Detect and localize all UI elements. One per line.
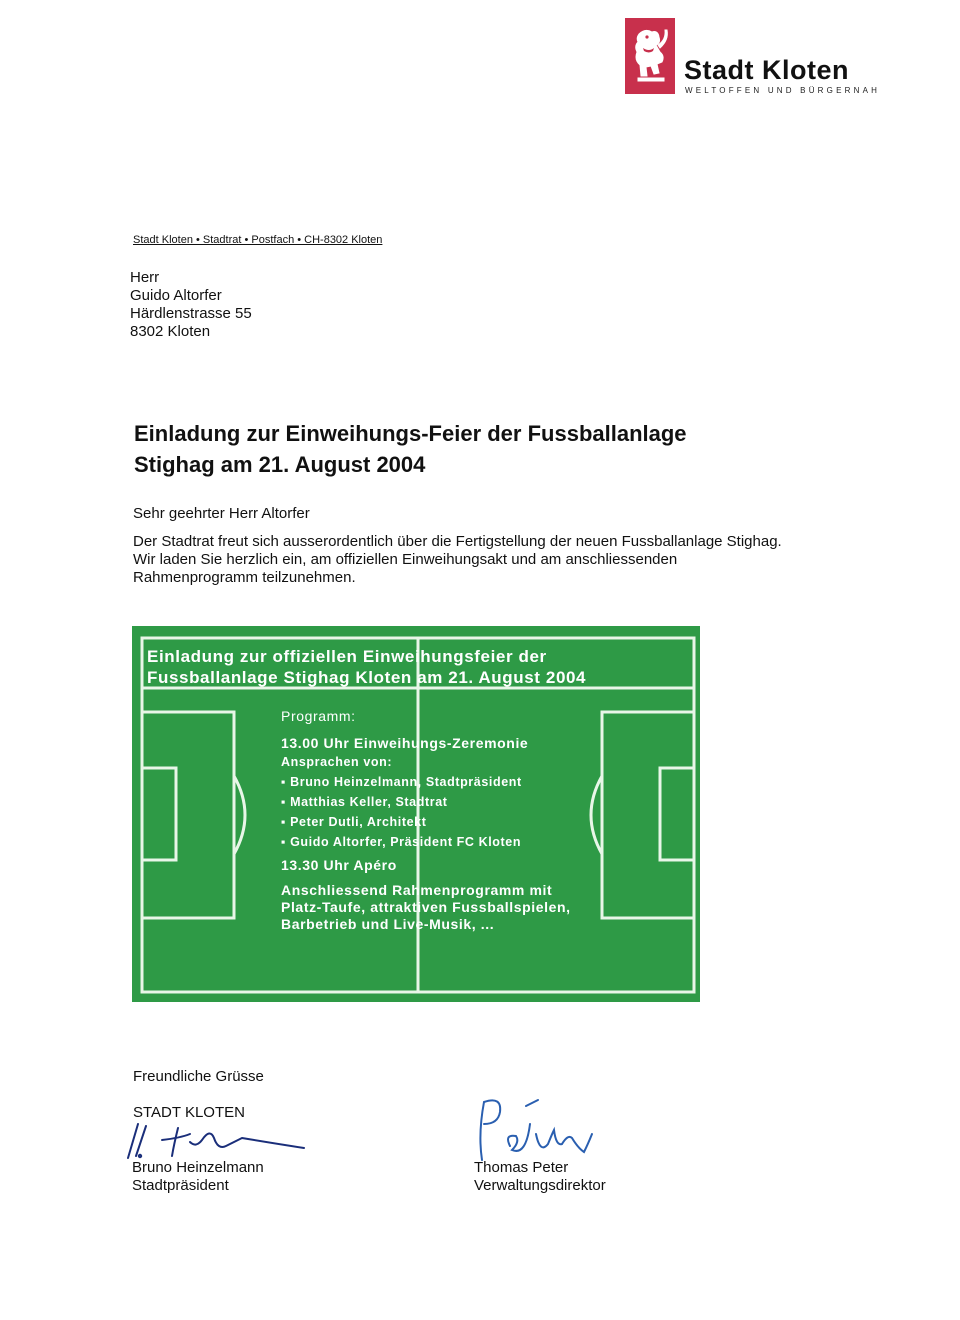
address-line: Herr xyxy=(130,269,160,286)
invitation-card xyxy=(132,626,700,1002)
program-heading: Programm: xyxy=(281,708,356,724)
logo-title: Stadt Kloten xyxy=(684,55,849,85)
address-line: Guido Altorfer xyxy=(130,287,222,304)
speaker-name: Guido Altorfer, Präsident FC Kloten xyxy=(290,835,522,849)
speaker-name: Matthias Keller, Stadtrat xyxy=(290,795,448,809)
speaker-name: Bruno Heinzelmann, Stadtpräsident xyxy=(290,775,522,789)
sender-address-line: Stadt Kloten • Stadtrat • Postfach • CH-8302 Kloten xyxy=(133,234,383,246)
signatory-name: Thomas Peter xyxy=(474,1159,569,1176)
speaker-item: ▪ Peter Dutli, Architekt xyxy=(281,815,427,829)
address-line: Härdlenstrasse 55 xyxy=(130,305,252,322)
salutation: Sehr geehrter Herr Altorfer xyxy=(133,505,310,522)
program-time-apero: 13.30 Uhr Apéro xyxy=(281,857,397,873)
address-line: 8302 Kloten xyxy=(130,323,211,340)
signatory-name: Bruno Heinzelmann xyxy=(132,1159,264,1176)
program-list xyxy=(281,708,581,933)
speaker-item: ▪ Bruno Heinzelmann, Stadtpräsident xyxy=(281,775,522,789)
letter-body: Der Stadtrat freut sich ausserordentlich über die Fertigstellung der neuen Fussballanlage Stighag. Wir laden Sie herzlich ein, am offiziellen Einweihungsakt und am anschliessenden Rahmenprogramm teilzunehmen. xyxy=(133,533,782,586)
signatory-title: Stadtpräsident xyxy=(132,1177,229,1194)
speaker-item: ▪ Matthias Keller, Stadtrat xyxy=(281,795,448,809)
card-title-line-1: Einladung zur offiziellen Einweihungsfeier der xyxy=(147,647,547,666)
closing-greeting: Freundliche Grüsse xyxy=(133,1068,264,1085)
recipient-address xyxy=(130,269,252,341)
signatory-1 xyxy=(132,1159,264,1195)
headline-line-1: Einladung zur Einweihungs-Feier der Fussballanlage xyxy=(134,421,687,446)
lion-crest-icon xyxy=(625,18,675,94)
program-time-ceremony: 13.00 Uhr Einweihungs-Zeremonie xyxy=(281,735,529,751)
signature-heinzelmann xyxy=(118,1118,308,1164)
letter-headline xyxy=(134,418,687,480)
organisation-name: STADT KLOTEN xyxy=(133,1104,245,1121)
city-logo xyxy=(625,18,675,94)
speeches-heading: Ansprachen von: xyxy=(281,755,393,769)
card-title-line-2: Fussballanlage Stighag Kloten am 21. August 2004 xyxy=(147,668,587,687)
speaker-item: ▪ Guido Altorfer, Präsident FC Kloten xyxy=(281,835,522,849)
program-closing: Anschliessend Rahmenprogramm mit Platz-Taufe, attraktiven Fussballspielen, Barbetrieb und Live-Musik, ... xyxy=(281,882,571,932)
signatory-2 xyxy=(474,1159,606,1195)
signatory-title: Verwaltungsdirektor xyxy=(474,1177,606,1194)
headline-line-2: Stighag am 21. August 2004 xyxy=(134,452,426,477)
signature-peter xyxy=(470,1094,600,1164)
logo-tagline: WELTOFFEN UND BÜRGERNAH xyxy=(685,86,881,95)
speaker-name: Peter Dutli, Architekt xyxy=(290,815,427,829)
card-title xyxy=(147,646,586,688)
